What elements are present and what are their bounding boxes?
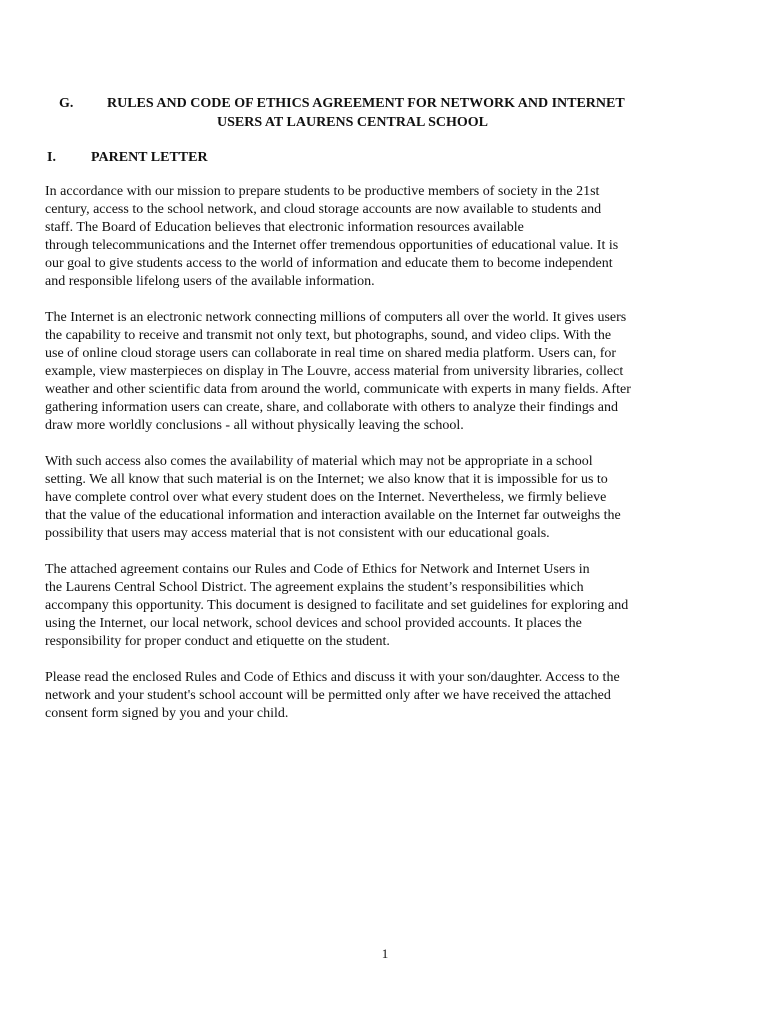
- paragraph-consent: [45, 669, 735, 723]
- paragraph-line: our goal to give students access to the world of information and educate them to become independent: [45, 256, 613, 271]
- paragraph-line: using the Internet, our local network, school devices and school provided accounts. It places the: [45, 616, 582, 631]
- paragraph-line: accompany this opportunity. This document is designed to facilitate and set guidelines for exploring and: [45, 598, 629, 613]
- paragraph-agreement: [45, 561, 735, 651]
- paragraph-internet: [45, 309, 735, 435]
- heading-letter: G.: [59, 96, 74, 111]
- paragraph-line: and responsible lifelong users of the available information.: [45, 274, 375, 289]
- paragraph-line: century, access to the school network, and cloud storage accounts are now available to students and: [45, 202, 602, 217]
- paragraph-mission: [45, 183, 735, 291]
- paragraph-line: Please read the enclosed Rules and Code of Ethics and discuss it with your son/daughter. Access to the: [45, 670, 620, 685]
- paragraph-line: staff. The Board of Education believes that electronic information resources available: [45, 220, 524, 235]
- paragraph-line: network and your student's school account will be permitted only after we have received the attached: [45, 688, 611, 703]
- paragraph-line: weather and other scientific data from around the world, communicate with experts in many fields. After: [45, 382, 631, 397]
- paragraph-line: have complete control over what every student does on the Internet. Nevertheless, we firmly believe: [45, 490, 607, 505]
- paragraph-line: The attached agreement contains our Rules and Code of Ethics for Network and Internet Users in: [45, 562, 590, 577]
- paragraph-line: example, view masterpieces on display in The Louvre, access material from university libraries, collect: [45, 364, 624, 379]
- paragraph-line: use of online cloud storage users can collaborate in real time on shared media platform. Users can, for: [45, 346, 617, 361]
- page-number: 1: [381, 946, 389, 961]
- paragraph-line: The Internet is an electronic network connecting millions of computers all over the world. It gives users: [45, 310, 627, 325]
- paragraph-material: [45, 453, 735, 543]
- paragraph-line: With such access also comes the availability of material which may not be appropriate in a school: [45, 454, 593, 469]
- paragraph-line: the capability to receive and transmit not only text, but photographs, sound, and video clips. With the: [45, 328, 612, 343]
- section-number: I.: [47, 150, 56, 165]
- paragraph-line: In accordance with our mission to prepare students to be productive members of society in the 21st: [45, 184, 600, 199]
- paragraph-line: gathering information users can create, share, and collaborate with others to analyze their findings and: [45, 400, 619, 415]
- heading-title-line-1: RULES AND CODE OF ETHICS AGREEMENT FOR NETWORK AND INTERNET: [107, 96, 625, 111]
- paragraph-line: responsibility for proper conduct and etiquette on the student.: [45, 634, 390, 649]
- paragraph-line: through telecommunications and the Internet offer tremendous opportunities of educational value. It is: [45, 238, 619, 253]
- section-label: PARENT LETTER: [91, 150, 208, 165]
- paragraph-line: consent form signed by you and your child.: [45, 706, 289, 721]
- paragraph-line: setting. We all know that such material is on the Internet; we also know that it is impossible for us to: [45, 472, 608, 487]
- paragraph-line: possibility that users may access material that is not consistent with our educational goals.: [45, 526, 550, 541]
- heading-title-line-2: USERS AT LAURENS CENTRAL SCHOOL: [217, 115, 489, 130]
- letter-body: [45, 183, 735, 741]
- paragraph-line: draw more worldly conclusions - all without physically leaving the school.: [45, 418, 464, 433]
- paragraph-line: that the value of the educational information and interaction available on the Internet far outweighs the: [45, 508, 621, 523]
- paragraph-line: the Laurens Central School District. The agreement explains the student’s responsibilities which: [45, 580, 584, 595]
